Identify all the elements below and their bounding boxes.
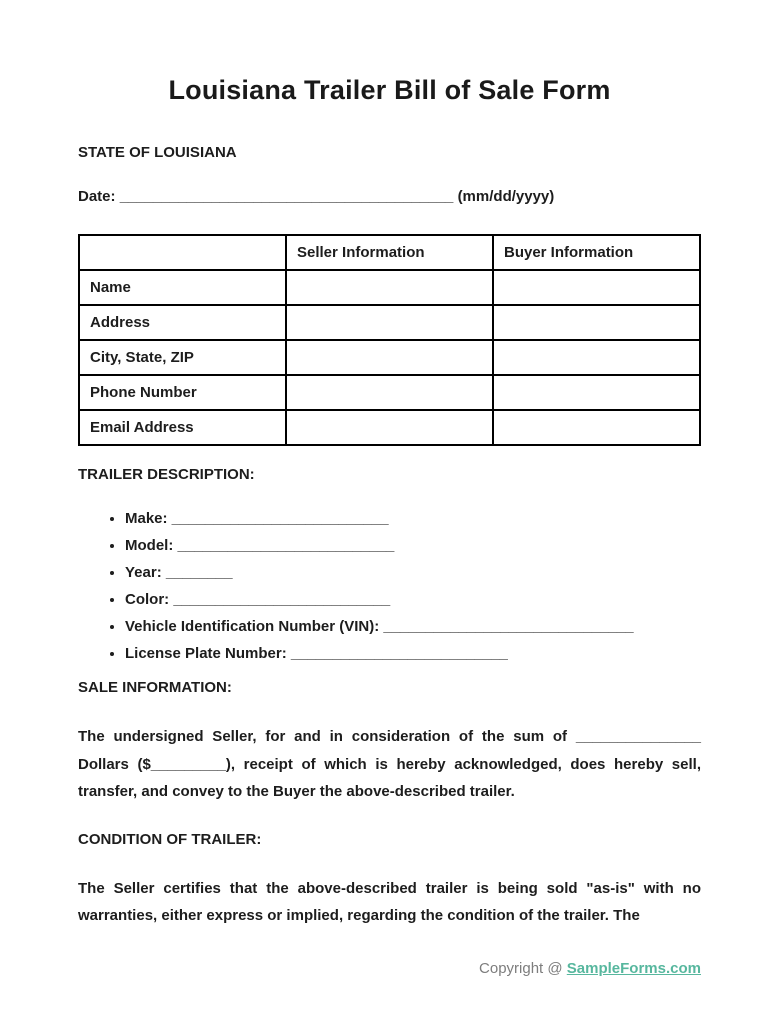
row-label-phone-number: Phone Number	[79, 375, 286, 410]
list-item-license-plate: • License Plate Number: __________________________	[125, 645, 701, 662]
date-format-hint: (mm/dd/yyyy)	[457, 188, 555, 205]
list-item-year: • Year: ________	[125, 564, 701, 581]
sale-information-paragraph: The undersigned Seller, for and in consideration of the sum of _______________ Dollars ($_________), receipt of which is hereby acknowledged, does hereby sell, transfer, and convey to the Buyer the above-described trailer.	[78, 728, 701, 800]
copyright-text: Copyright @	[479, 959, 563, 977]
trailer-description-heading: TRAILER DESCRIPTION:	[78, 466, 255, 483]
seller-name-cell	[286, 270, 493, 305]
buyer-email-address-cell	[493, 410, 700, 445]
footer	[78, 960, 701, 977]
table-row-phone-number	[79, 375, 700, 410]
trailer-description-list	[78, 510, 701, 662]
corner-cell	[79, 235, 286, 270]
parties-table	[78, 234, 701, 446]
condition-of-trailer-paragraph: The Seller certifies that the above-described trailer is being sold "as-is" with no warranties, either express or implied, regarding the condition of the trailer. The	[78, 879, 701, 924]
row-label-city-state-zip: City, State, ZIP	[79, 340, 286, 375]
list-item-color: • Color: __________________________	[125, 591, 701, 608]
buyer-name-cell	[493, 270, 700, 305]
sampleforms-link[interactable]: SampleForms.com	[566, 959, 701, 977]
seller-information-header: Seller Information	[286, 235, 493, 270]
list-item-model: • Model: __________________________	[125, 537, 701, 554]
sale-information-heading: SALE INFORMATION:	[78, 679, 232, 696]
buyer-phone-number-cell	[493, 375, 700, 410]
seller-address-cell	[286, 305, 493, 340]
state-heading: STATE OF LOUISIANA	[78, 144, 237, 161]
buyer-information-header: Buyer Information	[493, 235, 700, 270]
seller-email-address-cell	[286, 410, 493, 445]
table-header-row	[79, 235, 700, 270]
condition-of-trailer-heading: CONDITION OF TRAILER:	[78, 830, 262, 848]
date-line	[78, 188, 701, 205]
list-item-vin: • Vehicle Identification Number (VIN): ______________________________	[125, 618, 701, 635]
list-item-make: • Make: __________________________	[125, 510, 701, 527]
page-title: Louisiana Trailer Bill of Sale Form	[168, 75, 611, 105]
seller-city-state-zip-cell	[286, 340, 493, 375]
seller-phone-number-cell	[286, 375, 493, 410]
table-row-address	[79, 305, 700, 340]
row-label-address: Address	[79, 305, 286, 340]
date-label: Date:	[78, 188, 116, 205]
table-row-city-state-zip	[79, 340, 700, 375]
buyer-city-state-zip-cell	[493, 340, 700, 375]
row-label-name: Name	[79, 270, 286, 305]
table-row-email-address	[79, 410, 700, 445]
date-blank: ________________________________________	[119, 188, 454, 205]
row-label-email-address: Email Address	[79, 410, 286, 445]
table-row-name	[79, 270, 700, 305]
buyer-address-cell	[493, 305, 700, 340]
